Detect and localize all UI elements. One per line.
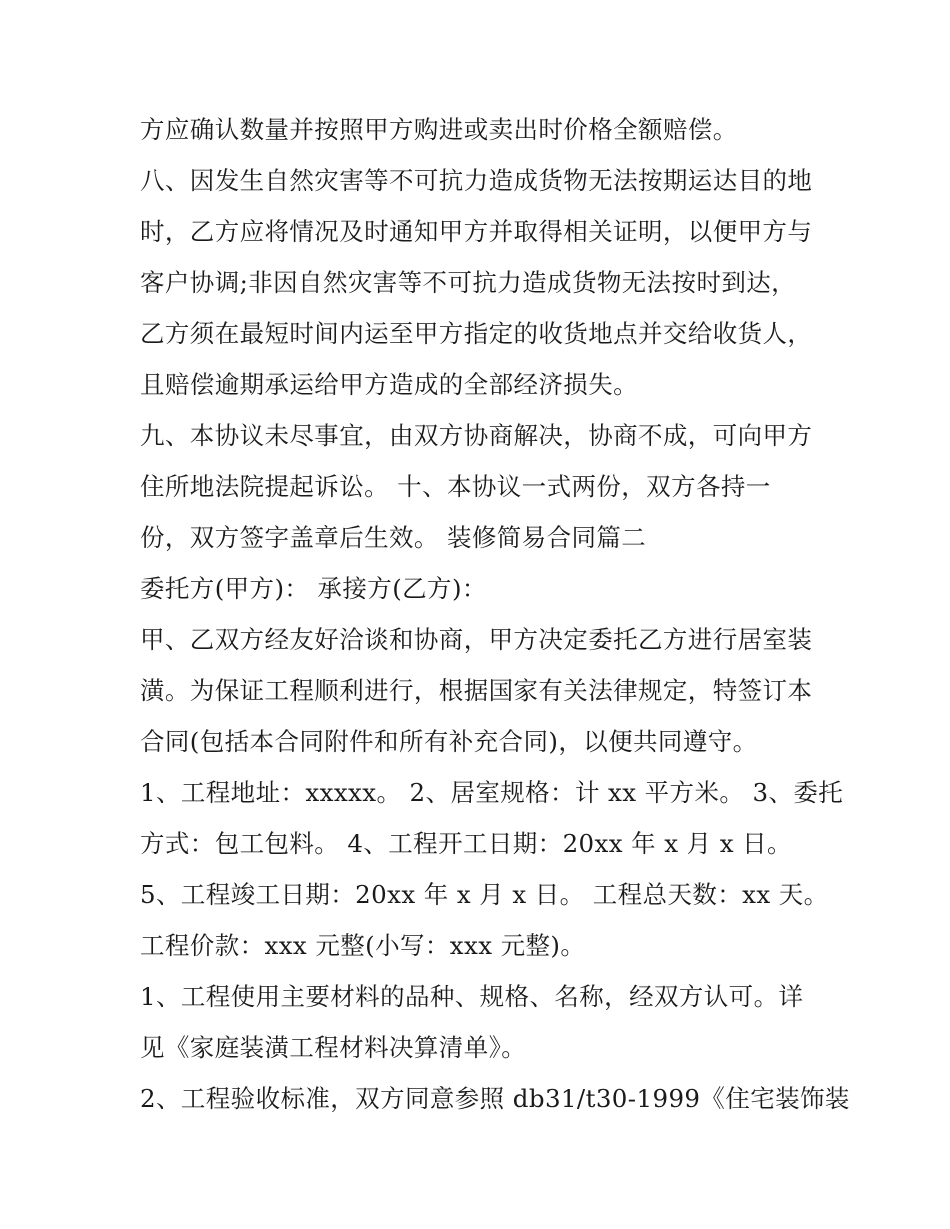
text-line: 份，双方签字盖章后生效。 装修简易合同篇二 <box>140 523 647 552</box>
text-line: 客户协调;非因自然灾害等不可抗力造成货物无法按时到达， <box>140 268 797 297</box>
text-line: 方应确认数量并按照甲方购进或卖出时价格全额赔偿。 <box>140 115 738 144</box>
text-line: 且赔偿逾期承运给甲方造成的全部经济损失。 <box>140 370 638 399</box>
text-line: 2、工程验收标准，双方同意参照 db31/t30-1999《住宅装饰装 <box>140 1084 850 1113</box>
text-line: 时，乙方应将情况及时通知甲方并取得相关证明，以便甲方与 <box>140 217 813 246</box>
text-line: 方式：包工包料。 4、工程开工日期：20xx 年 x 月 x 日。 <box>140 829 792 858</box>
text-line: 见《家庭装潢工程材料决算清单》。 <box>140 1033 527 1062</box>
text-line: 住所地法院提起诉讼。 十、本协议一式两份，双方各持一 <box>140 472 771 501</box>
text-line: 甲、乙双方经友好洽谈和协商，甲方决定委托乙方进行居室装 <box>140 625 813 654</box>
text-line: 5、工程竣工日期：20xx 年 x 月 x 日。 工程总天数：xx 天。 <box>140 880 829 909</box>
text-line: 1、工程使用主要材料的品种、规格、名称，经双方认可。详 <box>140 982 804 1011</box>
text-line: 合同(包括本合同附件和所有补充合同)，以便共同遵守。 <box>140 727 758 756</box>
text-line: 工程价款：xxx 元整(小写：xxx 元整)。 <box>140 931 586 960</box>
text-line: 九、本协议未尽事宜，由双方协商解决，协商不成，可向甲方 <box>140 421 813 450</box>
text-line: 潢。为保证工程顺利进行，根据国家有关法律规定，特签订本 <box>140 676 813 705</box>
document-body <box>140 104 850 1124</box>
text-line: 委托方(甲方)： 承接方(乙方)： <box>140 574 487 603</box>
text-line: 1、工程地址：xxxxx。 2、居室规格：计 xx 平方米。 3、委托 <box>140 778 844 807</box>
text-line: 乙方须在最短时间内运至甲方指定的收货地点并交给收货人， <box>140 319 813 348</box>
text-line: 八、因发生自然灾害等不可抗力造成货物无法按期运达目的地 <box>140 166 813 195</box>
